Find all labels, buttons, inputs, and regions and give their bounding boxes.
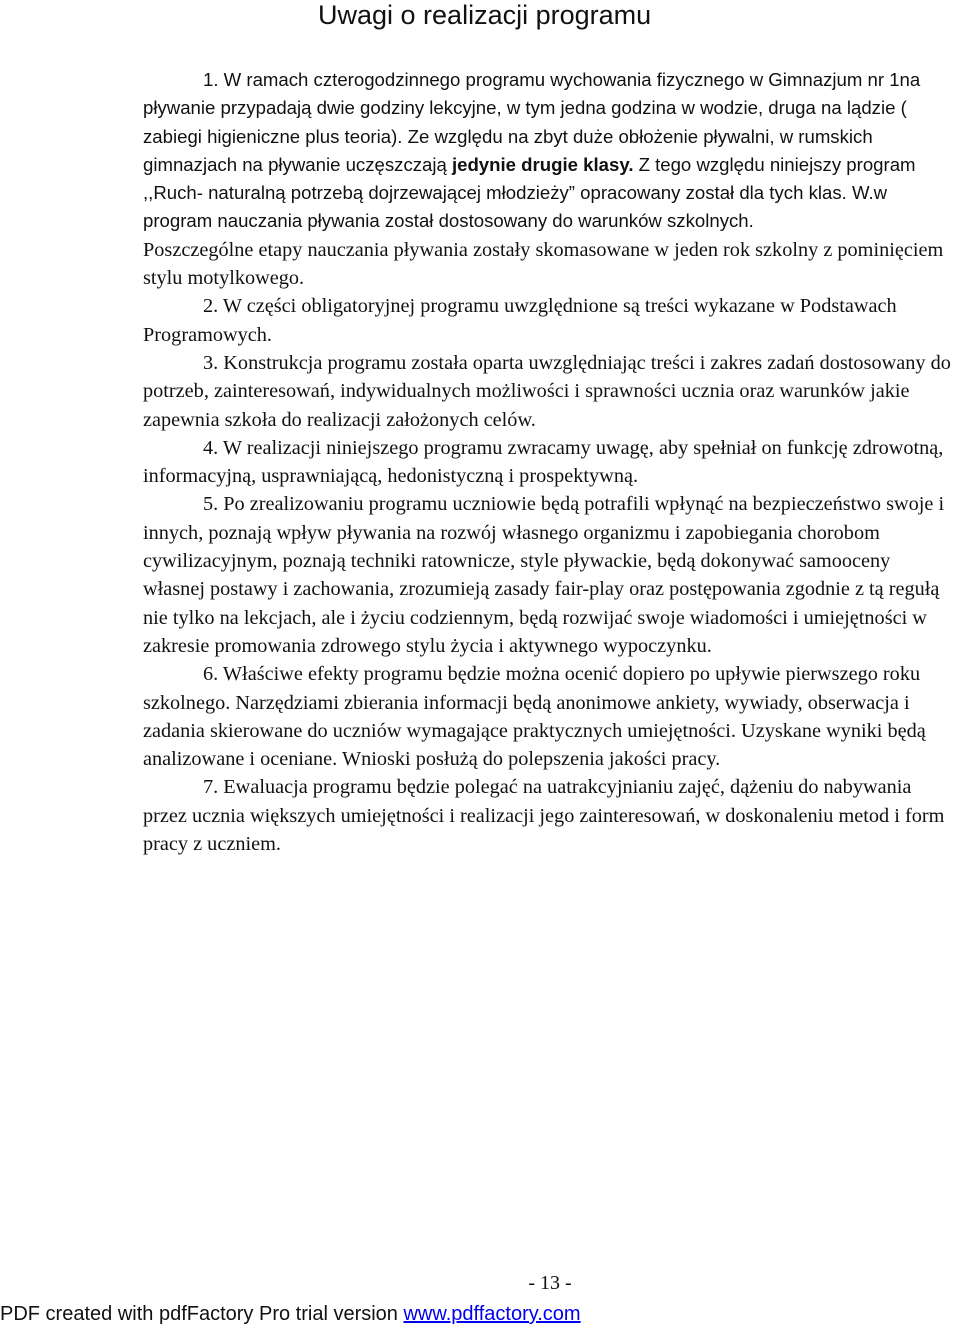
- paragraph-1: [143, 66, 955, 236]
- footer-text: PDF created with pdfFactory Pro trial version: [0, 1303, 404, 1325]
- paragraph-1-bold: jedynie drugie klasy: [451, 153, 629, 175]
- paragraph-1-rest: Z tego względu niniejszy program ,,Ruch- naturalną potrzebą dojrzewającej młodzieży” opracowany został dla tych klas. W.w program nauczania pływania został dostosowany do warunków szkolnych.: [143, 153, 916, 232]
- paragraph-1-intro: 1. W ramach czterogodzinnego programu wychowania fizycznego w Gimnazjum nr 1na pływanie przypadają dwie godziny lekcyjne, w tym jedna godzina w wodzie, druga na lądzie ( zabiegi higieniczne plus teoria). Ze względu na zbyt duże obłożenie pływalni, w rumskich gimnazjach na pływanie uczęszczają: [143, 69, 921, 175]
- paragraph-1-bold-end: .: [628, 153, 634, 175]
- paragraph-2: 2. W części obligatoryjnej programu uwzględnione są treści wykazane w Podstawach Programowych.: [143, 295, 897, 346]
- paragraph-4: 4. W realizacji niniejszego programu zwracamy uwagę, aby spełniał on funkcję zdrowotną, informacyjną, usprawniającą, hedonistyczną i prospektywną.: [143, 436, 944, 488]
- paragraph-5: 5. Po zrealizowaniu programu uczniowie będą potrafili wpłynąć na bezpieczeństwo swoje i innych, poznają wpływ pływania na rozwój własnego organizmu i zapobiegania chorobom cywilizacyjnym, poznają techniki ratownicze, style pływackie, będą dokonywać samooceny własnej postawy i zachowania, zrozumieją zasady fair-play oraz postępowania zgodnie z tą regułą nie tylko na lekcjach, ale i życiu codziennym, będą rozwijać swoje wiadomości i umiejętności w zakresie promowania zdrowego stylu życia i aktywnego wypoczynku.: [143, 493, 945, 657]
- document-body: [143, 66, 955, 858]
- paragraph-1b: Poszczególne etapy nauczania pływania zostały skomasowane w jeden rok szkolny z pominięciem stylu motylkowego.: [143, 238, 944, 290]
- footer-link[interactable]: www.pdffactory.com: [403, 1303, 581, 1325]
- paragraph-7: 7. Ewaluacja programu będzie polegać na uatrakcyjnianiu zajęć, dążeniu do nabywania przez ucznia większych umiejętności i realizacji jego zainteresowań, w doskonaleniu metod i form pracy z uczniem.: [143, 776, 945, 856]
- pdf-footer: [0, 1299, 960, 1329]
- paragraph-3: 3. Konstrukcja programu została oparta uwzględniając treści i zakres zadań dostosowany do potrzeb, zainteresowań, indywidualnych możliwości i sprawności ucznia oraz warunków jakie zapewnia szkoła do realizacji założonych celów.: [143, 351, 951, 431]
- page-number: - 13 -: [528, 1272, 572, 1294]
- paragraph-6: 6. Właściwe efekty programu będzie można ocenić dopiero po upływie pierwszego roku szkolnego. Narzędziami zbierania informacji będą anonimowe ankiety, wywiady, obserwacja i zadania skierowane do uczniów wymagające praktycznych umiejętności. Uzyskane wyniki będą analizowane i oceniane. Wnioski posłużą do polepszenia jakości pracy.: [143, 663, 926, 771]
- page-title: Uwagi o realizacji programu: [318, 0, 652, 30]
